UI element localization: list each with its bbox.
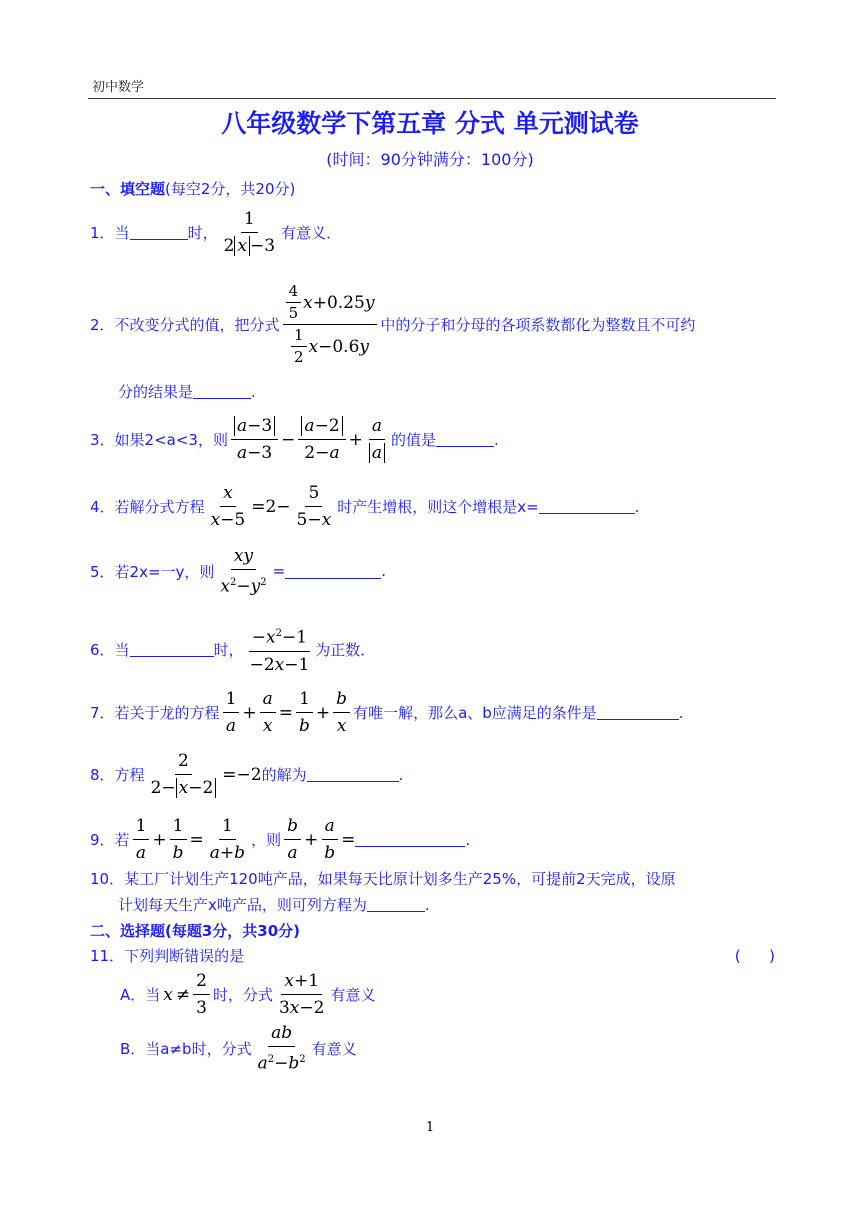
fraction: $\frac{1}{a+b}$ (209, 816, 246, 863)
question-text: 为正数． (315, 640, 376, 659)
question-3: 3． 如果2<a<3，则 $\frac{a-3}{a-3}$ − $\frac{a-2}{2-a}$ + $\frac{a}{a}$ 的值是 . (90, 416, 499, 463)
option-text: 时，分式 (212, 986, 273, 1004)
fraction: $\frac{ab}{a^2-b^2}$ (257, 1023, 306, 1074)
question-number: 3． (90, 431, 115, 449)
fraction: $\frac{a-3}{a-3}$ (231, 415, 278, 464)
question-text: 当 (114, 224, 130, 242)
question-number: 11． (90, 947, 125, 965)
page-number: 1 (425, 1120, 435, 1135)
fraction: $\frac{2}{3}$ (193, 970, 210, 1019)
question-number: 8． (90, 766, 115, 784)
question-11 (90, 945, 775, 966)
question-10 (90, 868, 676, 889)
fraction: $\frac{a}{b}$ (321, 815, 338, 864)
fraction: $\frac{a}{a}$ (366, 415, 388, 464)
question-text: 不改变分式的值，把分式 (114, 316, 280, 334)
question-number: 2． (90, 316, 115, 334)
answer-blank[interactable] (130, 225, 188, 240)
question-number: 10． (90, 870, 125, 888)
question-text: 有意义． (281, 224, 342, 242)
fraction: $\frac{1}{2 x -3}$ (223, 209, 276, 256)
fraction: $\frac{1}{b}$ (296, 688, 313, 737)
fraction: $\frac{a}{x}$ (260, 688, 276, 737)
section-note: (每空2分，共20分) (165, 180, 296, 198)
fraction: $\frac{-x^2-1}{-2x-1}$ (247, 623, 313, 676)
section-heading: 二、选择题(每题3分，共30分) (90, 922, 301, 940)
question-text: 分的结果是 (118, 383, 194, 401)
question-text: 下列判断错误的是 (124, 947, 245, 965)
question-text: 若解分式方程 (114, 498, 205, 516)
fraction: $\frac{5}{5-x}$ (296, 483, 332, 530)
fraction: $\frac{b}{x}$ (333, 688, 350, 737)
question-text: 当 (114, 640, 130, 659)
question-text: 某工厂计划生产120吨产品，如果每天比原计划多生产25%，可提前2天完成，设原 (124, 870, 676, 888)
header-label: 初中数学 (92, 80, 145, 95)
question-5: 5． 若2x=一y，则 $\frac{xy}{x^2-y^2}$ = . (90, 546, 386, 597)
question-number: 9． (90, 831, 115, 849)
answer-bracket[interactable]: ( ) (734, 946, 775, 965)
fraction: $\frac{xy}{x^2-y^2}$ (220, 546, 267, 597)
question-number: 5． (90, 562, 115, 581)
question-4: 4． 若解分式方程 $\frac{x}{x-5}$ =2− $\frac{5}{5-x}$ 时产生增根，则这个增根是x= . (90, 483, 640, 530)
question-2 (90, 283, 695, 366)
answer-blank[interactable] (193, 384, 251, 399)
question-8: 8． 方程 $\frac{2}{2- x-2}$ =−2 的解为 . (90, 751, 404, 798)
fraction: $\frac{2}{2- x-2}$ (148, 750, 220, 799)
question-6 (90, 623, 375, 676)
question-text: 若 (114, 831, 130, 849)
question-9: 9． 若 $\frac{1}{a}$ + $\frac{1}{b}$ = $\frac{1}{a+b}$ ，则 $\frac{b}{a}$ + $\frac{a}{b}$ = . (90, 816, 471, 863)
page-subtitle: (时间：90分钟满分：100分) (326, 150, 534, 169)
answer-blank[interactable] (597, 705, 679, 720)
option-text: A．当 (120, 986, 161, 1004)
page-title: 八年级数学下第五章 分式 单元测试卷 (221, 109, 639, 138)
option-text: B．当a≠b时，分式 (120, 1039, 252, 1058)
question-text: 若2x=一y，则 (114, 562, 215, 581)
answer-blank[interactable] (355, 832, 465, 847)
option-b[interactable] (120, 1022, 357, 1075)
question-text: 有唯一解，那么a、b应满足的条件是 (353, 704, 597, 722)
fraction: $\frac{b}{a}$ (284, 815, 301, 864)
section-choice (90, 920, 300, 941)
section-heading: 一、填空题 (90, 180, 166, 198)
question-number: 1． (90, 224, 115, 242)
question-text: 方程 (114, 766, 145, 784)
question-text: 时， (187, 224, 218, 242)
fraction: $\frac{x}{x-5}$ (210, 483, 246, 530)
question-number: 7． (90, 704, 115, 722)
question-number: 6． (90, 640, 115, 659)
answer-blank[interactable] (367, 897, 425, 912)
answer-blank[interactable] (285, 564, 381, 579)
fraction: $\frac{1}{a}$ (223, 688, 240, 737)
option-text: 有意义 (330, 986, 376, 1004)
question-text: 时产生增根，则这个增根是x= (337, 498, 539, 516)
question-10-line2: 计划每天生产x吨产品，则可列方程为 . (118, 895, 430, 914)
question-text: 的值是 (391, 431, 437, 449)
answer-blank[interactable] (307, 767, 399, 782)
question-text: 计划每天生产x吨产品，则可列方程为 (118, 896, 367, 914)
question-text: 如果2<a<3，则 (114, 431, 228, 449)
complex-fraction: $\frac{4}{5}$ x +0.25 y $\frac{1}{2}$ x −0.6 y (283, 283, 378, 366)
answer-blank[interactable] (539, 499, 635, 514)
header-rule (88, 98, 776, 99)
option-text: 有意义 (311, 1039, 357, 1058)
section-fill-blank (90, 178, 295, 199)
question-text: = (272, 562, 286, 581)
fraction: $\frac{a-2}{2-a}$ (298, 415, 345, 464)
question-2-line2: 分的结果是 . (118, 382, 256, 401)
question-1 (90, 208, 341, 257)
question-number: 4． (90, 498, 115, 516)
question-text: ，则 (251, 831, 282, 849)
question-text: 时， (213, 640, 244, 659)
question-text: 中的分子和分母的各项系数都化为整数且不可约 (380, 316, 696, 334)
answer-blank[interactable] (130, 642, 214, 657)
fraction: $\frac{1}{a}$ (133, 815, 150, 864)
answer-blank[interactable] (436, 432, 494, 447)
question-text: 若关于龙的方程 (114, 704, 220, 722)
option-a[interactable]: A．当 x ≠ $\frac{2}{3}$ 时，分式 $\frac{x+1}{3x-2}$ 有意义 (120, 971, 376, 1018)
question-7: 7． 若关于龙的方程 $\frac{1}{a}$ + $\frac{a}{x}$ = $\frac{1}{b}$ + $\frac{b}{x}$ 有唯一解，那么a、b应满足的条件是 . (90, 689, 684, 736)
fraction: $\frac{x+1}{3x-2}$ (278, 971, 325, 1018)
fraction: $\frac{1}{b}$ (170, 815, 187, 864)
question-text: 的解为 (261, 766, 307, 784)
